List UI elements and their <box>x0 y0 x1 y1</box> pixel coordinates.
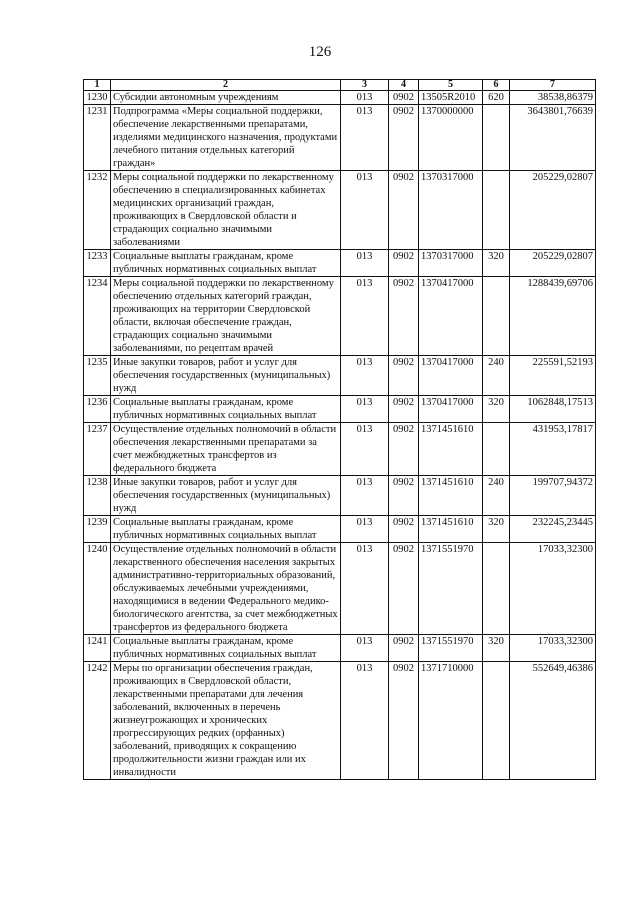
row-section-code: 0902 <box>389 423 419 476</box>
table-row <box>84 277 596 356</box>
row-amount: 205229,02807 <box>510 171 596 250</box>
table-row <box>84 423 596 476</box>
row-section-code: 0902 <box>389 277 419 356</box>
row-expense-type: 620 <box>483 91 510 105</box>
row-ministry-code: 013 <box>341 662 389 780</box>
row-section-code: 0902 <box>389 356 419 396</box>
row-number: 1236 <box>84 396 111 423</box>
row-name: Социальные выплаты гражданам, кроме публичных нормативных социальных выплат <box>111 635 341 662</box>
row-target-code: 1370417000 <box>419 356 483 396</box>
row-ministry-code: 013 <box>341 396 389 423</box>
row-ministry-code: 013 <box>341 543 389 635</box>
page-number: 126 <box>308 44 332 60</box>
row-name: Меры социальной поддержки по лекарственному обеспечению отдельных категорий граждан, проживающих на территории Свердловской области, включая обеспечение граждан, страдающих социально значимыми заболеваниями, по рецептам врачей <box>111 277 341 356</box>
row-expense-type <box>483 277 510 356</box>
row-number: 1232 <box>84 171 111 250</box>
row-amount: 232245,23445 <box>510 516 596 543</box>
row-section-code: 0902 <box>389 476 419 516</box>
column-header-7: 7 <box>510 80 596 91</box>
table-header-row <box>84 80 596 91</box>
row-target-code: 1371451610 <box>419 476 483 516</box>
row-name: Меры по организации обеспечения граждан, проживающих в Свердловской области, лекарственными препаратами для лечения заболеваний, включенных в перечень жизнеугрожающих и хронических прогрессирующих редких (орфанных) заболеваний, приводящих к сокращению продолжительности жизни граждан или их инвалидности <box>111 662 341 780</box>
column-header-1: 1 <box>84 80 111 91</box>
row-ministry-code: 013 <box>341 250 389 277</box>
row-amount: 17033,32300 <box>510 543 596 635</box>
row-section-code: 0902 <box>389 105 419 171</box>
row-expense-type <box>483 423 510 476</box>
table-row <box>84 356 596 396</box>
column-header-2: 2 <box>111 80 341 91</box>
row-target-code: 1371551970 <box>419 543 483 635</box>
row-amount: 199707,94372 <box>510 476 596 516</box>
row-name: Социальные выплаты гражданам, кроме публичных нормативных социальных выплат <box>111 250 341 277</box>
row-name: Иные закупки товаров, работ и услуг для обеспечения государственных (муниципальных) нужд <box>111 356 341 396</box>
row-ministry-code: 013 <box>341 516 389 543</box>
budget-table <box>83 79 596 780</box>
row-target-code: 1370317000 <box>419 250 483 277</box>
row-number: 1241 <box>84 635 111 662</box>
row-ministry-code: 013 <box>341 105 389 171</box>
column-header-4: 4 <box>389 80 419 91</box>
row-expense-type <box>483 105 510 171</box>
row-expense-type: 320 <box>483 250 510 277</box>
row-amount: 431953,17817 <box>510 423 596 476</box>
row-amount: 552649,46386 <box>510 662 596 780</box>
table-row <box>84 516 596 543</box>
row-ministry-code: 013 <box>341 476 389 516</box>
table-row <box>84 105 596 171</box>
row-section-code: 0902 <box>389 171 419 250</box>
row-expense-type: 240 <box>483 356 510 396</box>
row-expense-type <box>483 543 510 635</box>
row-expense-type: 240 <box>483 476 510 516</box>
table-row <box>84 171 596 250</box>
row-ministry-code: 013 <box>341 277 389 356</box>
row-target-code: 1371451610 <box>419 423 483 476</box>
table-row <box>84 543 596 635</box>
row-section-code: 0902 <box>389 635 419 662</box>
row-ministry-code: 013 <box>341 91 389 105</box>
row-target-code: 1370417000 <box>419 277 483 356</box>
row-target-code: 1371710000 <box>419 662 483 780</box>
table-row <box>84 250 596 277</box>
row-expense-type: 320 <box>483 635 510 662</box>
row-name: Иные закупки товаров, работ и услуг для обеспечения государственных (муниципальных) нужд <box>111 476 341 516</box>
row-section-code: 0902 <box>389 516 419 543</box>
row-number: 1238 <box>84 476 111 516</box>
row-amount: 38538,86379 <box>510 91 596 105</box>
row-name: Социальные выплаты гражданам, кроме публичных нормативных социальных выплат <box>111 396 341 423</box>
row-number: 1233 <box>84 250 111 277</box>
row-ministry-code: 013 <box>341 423 389 476</box>
row-amount: 1288439,69706 <box>510 277 596 356</box>
row-name: Субсидии автономным учреждениям <box>111 91 341 105</box>
table-row <box>84 91 596 105</box>
row-target-code: 13505R2010 <box>419 91 483 105</box>
row-amount: 205229,02807 <box>510 250 596 277</box>
column-header-5: 5 <box>419 80 483 91</box>
row-expense-type: 320 <box>483 516 510 543</box>
row-amount: 3643801,76639 <box>510 105 596 171</box>
row-name: Меры социальной поддержки по лекарственному обеспечению в специализированных кабинетах медицинских организаций граждан, проживающих в Свердловской области и страдающих социально значимыми заболеваниями <box>111 171 341 250</box>
row-name: Осуществление отдельных полномочий в области обеспечения лекарственными препаратами за счет межбюджетных трансфертов из федерального бюджета <box>111 423 341 476</box>
table-row <box>84 662 596 780</box>
column-header-3: 3 <box>341 80 389 91</box>
row-ministry-code: 013 <box>341 171 389 250</box>
row-section-code: 0902 <box>389 250 419 277</box>
row-number: 1239 <box>84 516 111 543</box>
row-number: 1230 <box>84 91 111 105</box>
row-section-code: 0902 <box>389 91 419 105</box>
row-section-code: 0902 <box>389 543 419 635</box>
row-ministry-code: 013 <box>341 356 389 396</box>
column-header-6: 6 <box>483 80 510 91</box>
row-target-code: 1371451610 <box>419 516 483 543</box>
row-number: 1231 <box>84 105 111 171</box>
row-expense-type: 320 <box>483 396 510 423</box>
row-target-code: 1371551970 <box>419 635 483 662</box>
row-name: Осуществление отдельных полномочий в области лекарственного обеспечения населения закрытых административно-территориальных образований, обслуживаемых лечебными учреждениями, находящимися в ведении Федерального медико-биологического агентства, за счет межбюджетных трансфертов из федерального бюджета <box>111 543 341 635</box>
row-number: 1235 <box>84 356 111 396</box>
row-amount: 1062848,17513 <box>510 396 596 423</box>
row-section-code: 0902 <box>389 396 419 423</box>
row-ministry-code: 013 <box>341 635 389 662</box>
row-number: 1234 <box>84 277 111 356</box>
row-number: 1242 <box>84 662 111 780</box>
row-expense-type <box>483 171 510 250</box>
table-row <box>84 635 596 662</box>
row-number: 1237 <box>84 423 111 476</box>
row-target-code: 1370417000 <box>419 396 483 423</box>
row-target-code: 1370000000 <box>419 105 483 171</box>
row-section-code: 0902 <box>389 662 419 780</box>
row-amount: 225591,52193 <box>510 356 596 396</box>
row-number: 1240 <box>84 543 111 635</box>
row-amount: 17033,32300 <box>510 635 596 662</box>
row-target-code: 1370317000 <box>419 171 483 250</box>
table-row <box>84 396 596 423</box>
row-name: Подпрограмма «Меры социальной поддержки, обеспечение лекарственными препаратами, изделиями медицинского назначения, продуктами лечебного питания отдельных категорий граждан» <box>111 105 341 171</box>
row-expense-type <box>483 662 510 780</box>
table-row <box>84 476 596 516</box>
row-name: Социальные выплаты гражданам, кроме публичных нормативных социальных выплат <box>111 516 341 543</box>
